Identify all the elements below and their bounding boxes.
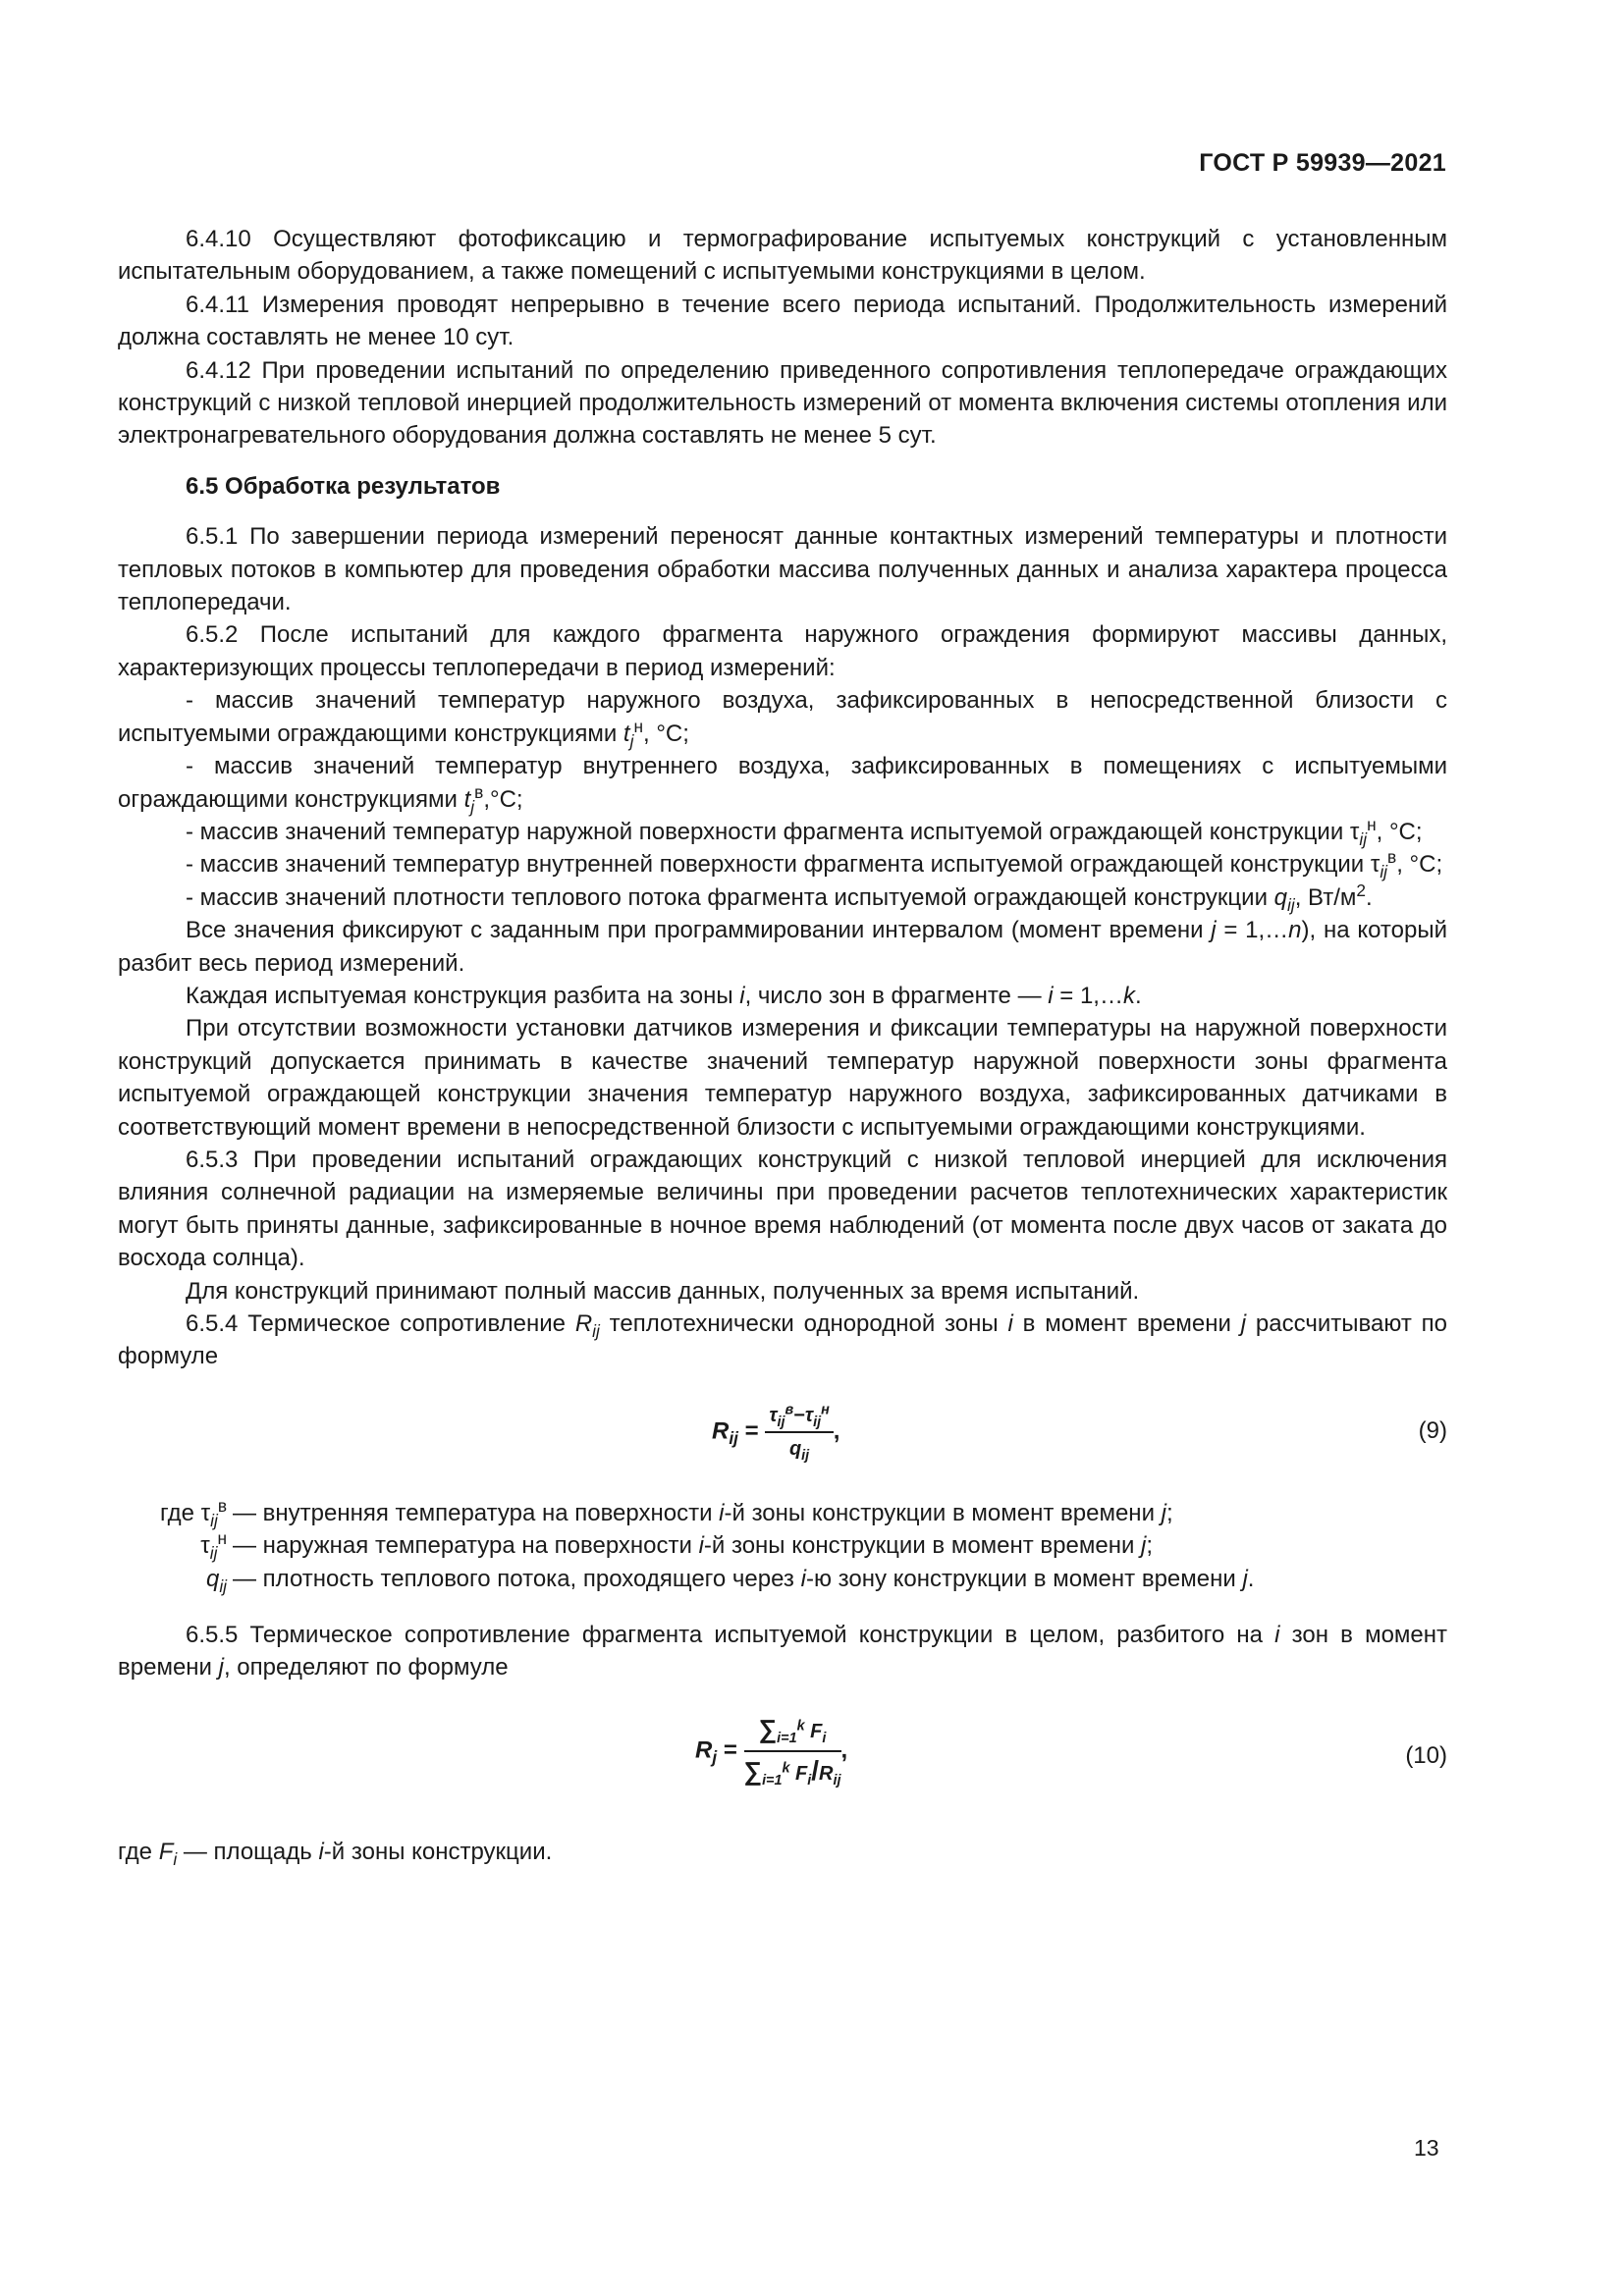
formula-10: $R_j$ = $\frac{\sum_{i=1}^k F_i}{\sum_{i=1}^k F_i/R_{ij}}$ , bbox=[695, 1713, 848, 1789]
paragraph-zones: Каждая испытуемая конструкция разбита на зоны i, число зон в фрагменте — i = 1,…k. bbox=[186, 982, 1142, 1009]
document-body bbox=[118, 223, 1447, 1868]
section-heading-6-5: 6.5 Обработка результатов bbox=[186, 472, 501, 500]
where-list-formula-9 bbox=[118, 1497, 1447, 1595]
paragraph-full-array: Для конструкций принимают полный массив данных, полученных за время испытаний. bbox=[186, 1277, 1140, 1305]
paragraph-6-4-10: 6.4.10 Осуществляют фотофиксацию и термографирование испытуемых конструкций с установленным испытательным оборудованием, а также помещений с испытуемыми конструкциями в целом. bbox=[118, 226, 1447, 286]
list-item-outdoor-air: - массив значений температур наружного воздуха, зафиксированных в непосредственной близости с испытуемыми ограждающими конструкциями $t_j^н$, °C; bbox=[118, 687, 1447, 751]
paragraph-6-5-4: 6.5.4 Термическое сопротивление $R_{ij}$ теплотехнически однородной зоны i в момент времени j рассчитывают по формуле bbox=[118, 1310, 1447, 1370]
document-code-header: ГОСТ Р 59939—2021 bbox=[1199, 149, 1446, 177]
paragraph-absence: При отсутствии возможности установки датчиков измерения и фиксации температуры на наружной поверхности конструкций допускается принимать в качестве значений температур наружной поверхности зоны фрагмента испытуемой ограждающей конструкции значения температур наружного воздуха, зафиксированных датчиками в соответствующий момент времени в непосредственной близости с испытуемыми ограждающими конструкциями. bbox=[118, 1015, 1447, 1141]
paragraph-6-5-2: 6.5.2 После испытаний для каждого фрагмента наружного ограждения формируют массивы данных, характеризующих процессы теплопередачи в период измерений: bbox=[118, 621, 1447, 681]
list-item-outer-surface: - массив значений температур наружной поверхности фрагмента испытуемой ограждающей конструкции $\tau_{ij}^н$, °C; bbox=[186, 814, 1423, 849]
page-number: 13 bbox=[1414, 2135, 1439, 2161]
where-row-area: где $F_i$ — площадь i-й зоны конструкции. bbox=[118, 1838, 553, 1869]
paragraph-6-5-3: 6.5.3 При проведении испытаний ограждающих конструкций с низкой тепловой инерцией для исключения влияния солнечной радиации на измеряемые величины при проведении расчетов теплотехнических характеристик могут быть приняты данные, зафиксированные в ночное время наблюдений (от момента после двух часов от заката до восхода солнца). bbox=[118, 1146, 1447, 1272]
formula-9-fraction: $\frac{\tau_{ij}^в-\tau_{ij}^н}{q_{ij}}$ bbox=[765, 1403, 833, 1462]
paragraph-6-4-12: 6.4.12 При проведении испытаний по определению приведенного сопротивления теплопередаче ограждающих конструкций с низкой тепловой инерцией продолжительность измерений от момента включения системы отопления или электронагревательного оборудования должна составлять не менее 5 сут. bbox=[118, 356, 1447, 450]
list-item-heat-flux: - массив значений плотности теплового потока фрагмента испытуемой ограждающей конструкции $q_{ij}$, $Вт/м^2$. bbox=[186, 880, 1373, 915]
equation-number-9: (9) bbox=[1418, 1416, 1447, 1444]
where-row-inner-temp: где $\tau_{ij}^в$ — внутренняя температура на поверхности i-й зоны конструкции в момент времени j; bbox=[159, 1495, 1173, 1530]
paragraph-6-4-11: 6.4.11 Измерения проводят непрерывно в течение всего периода испытаний. Продолжительность измерений должна составлять не менее 10 сут. bbox=[118, 291, 1447, 351]
symbol-t: t bbox=[623, 720, 630, 747]
paragraph-interval: Все значения фиксируют с заданным при программировании интервалом (момент времени j = 1,…n), на который разбит весь период измерений. bbox=[118, 917, 1447, 977]
formula-9-row bbox=[118, 1393, 1447, 1487]
list-item-indoor-air: - массив значений температур внутреннего воздуха, зафиксированных в помещениях с испытуемыми ограждающими конструкциями $t_j^в,^\circ C$; bbox=[118, 753, 1447, 817]
paragraph-6-5-1: 6.5.1 По завершении периода измерений переносят данные контактных измерений температуры и плотности тепловых потоков в компьютер для проведения обработки массива полученных данных и анализа характера процесса теплопередачи. bbox=[118, 523, 1447, 616]
paragraph-6-5-5: 6.5.5 Термическое сопротивление фрагмента испытуемой конструкции в целом, разбитого на i зон в момент времени j, определяют по формуле bbox=[118, 1622, 1448, 1682]
formula-10-fraction: $\frac{\sum_{i=1}^k F_i}{\sum_{i=1}^k F_i/R_{ij}}$ bbox=[743, 1713, 841, 1789]
where-row-outer-temp: $\tau_{ij}^н$ — наружная температура на поверхности i-й зоны конструкции в момент времени j; bbox=[200, 1528, 1154, 1564]
formula-10-row bbox=[118, 1710, 1447, 1828]
where-row-heat-flux: $q_{ij}$ — плотность теплового потока, проходящего через i-ю зону конструкции в момент времени j. bbox=[205, 1565, 1255, 1596]
formula-9: $R_{ij}$ = $\frac{\tau_{ij}^в-\tau_{ij}^н}{q_{ij}}$ , bbox=[712, 1402, 840, 1464]
equation-number-10: (10) bbox=[1405, 1741, 1447, 1769]
list-item-inner-surface: - массив значений температур внутренней поверхности фрагмента испытуемой ограждающей конструкции $\tau_{ij}^в$, °C; bbox=[186, 847, 1443, 882]
